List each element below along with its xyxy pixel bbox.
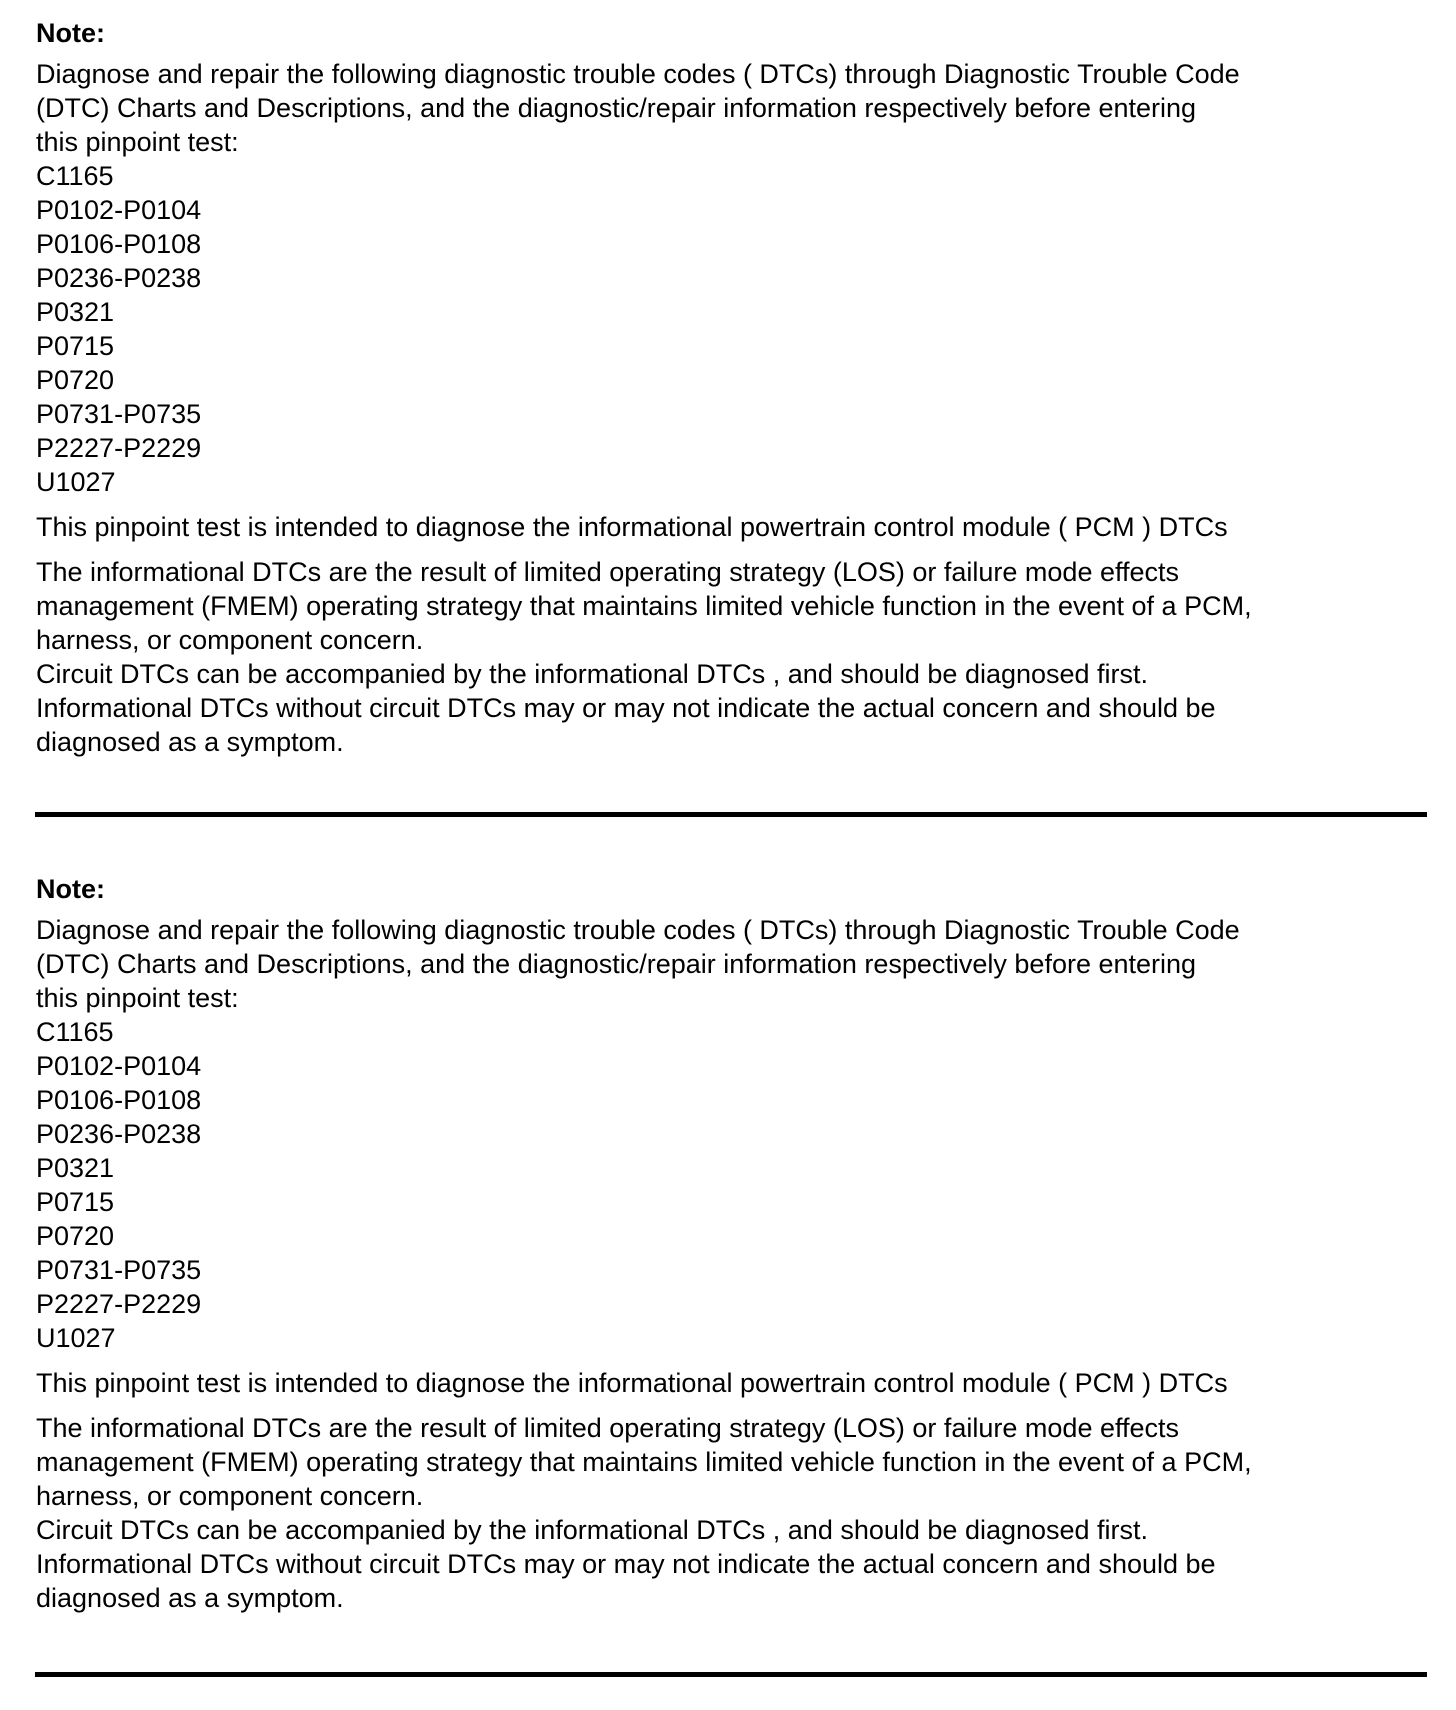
symptom-line: diagnosed as a symptom. (36, 727, 344, 757)
dtc-code: C1165 (36, 1017, 114, 1047)
dtc-code: P0236-P0238 (36, 263, 202, 293)
dtc-code: P0715 (36, 1187, 115, 1217)
dtc-code: P0715 (36, 331, 115, 361)
note-block-1 (36, 16, 1426, 759)
dtc-code: P0236-P0238 (36, 1119, 202, 1149)
intro-line: Diagnose and repair the following diagnostic trouble codes ( DTCs) through Diagnostic Trouble Code (36, 59, 1240, 89)
dtc-code: U1027 (36, 1323, 116, 1353)
dtc-code: P2227-P2229 (36, 433, 202, 463)
dtc-code: U1027 (36, 467, 116, 497)
explanation-line: harness, or component concern. (36, 625, 424, 655)
note-title: Note: (36, 18, 105, 48)
dtc-code-list (36, 1015, 1426, 1355)
dtc-code: P0731-P0735 (36, 399, 202, 429)
divider-rule (35, 1672, 1427, 1677)
dtc-code: P0106-P0108 (36, 229, 202, 259)
dtc-code: P0106-P0108 (36, 1085, 202, 1115)
intro-line: this pinpoint test: (36, 983, 239, 1013)
intro-line: (DTC) Charts and Descriptions, and the diagnostic/repair information respectively before entering (36, 949, 1197, 979)
explanation-line: management (FMEM) operating strategy that maintains limited vehicle function in the event of a PCM, (36, 591, 1252, 621)
dtc-code: P2227-P2229 (36, 1289, 202, 1319)
dtc-code: P0731-P0735 (36, 1255, 202, 1285)
intro-line: (DTC) Charts and Descriptions, and the diagnostic/repair information respectively before entering (36, 93, 1197, 123)
dtc-code: P0720 (36, 365, 115, 395)
circuit-note: Circuit DTCs can be accompanied by the informational DTCs , and should be diagnosed first. (36, 1515, 1149, 1545)
purpose-text: This pinpoint test is intended to diagnose the informational powertrain control module ( PCM ) DTCs (36, 512, 1228, 542)
symptom-line: Informational DTCs without circuit DTCs may or may not indicate the actual concern and should be (36, 693, 1216, 723)
dtc-code: C1165 (36, 161, 114, 191)
purpose-text: This pinpoint test is intended to diagnose the informational powertrain control module ( PCM ) DTCs (36, 1368, 1228, 1398)
dtc-code-list (36, 159, 1426, 499)
dtc-code: P0321 (36, 297, 115, 327)
dtc-code: P0321 (36, 1153, 115, 1183)
note-title: Note: (36, 874, 105, 904)
explanation-line: The informational DTCs are the result of limited operating strategy (LOS) or failure mode effects (36, 557, 1180, 587)
intro-line: Diagnose and repair the following diagnostic trouble codes ( DTCs) through Diagnostic Trouble Code (36, 915, 1240, 945)
symptom-line: Informational DTCs without circuit DTCs may or may not indicate the actual concern and should be (36, 1549, 1216, 1579)
divider-rule (35, 812, 1427, 817)
explanation-line: The informational DTCs are the result of limited operating strategy (LOS) or failure mode effects (36, 1413, 1180, 1443)
symptom-line: diagnosed as a symptom. (36, 1583, 344, 1613)
explanation-line: harness, or component concern. (36, 1481, 424, 1511)
dtc-code: P0102-P0104 (36, 1051, 202, 1081)
dtc-code: P0720 (36, 1221, 115, 1251)
note-block-2 (36, 872, 1426, 1615)
dtc-code: P0102-P0104 (36, 195, 202, 225)
explanation-line: management (FMEM) operating strategy that maintains limited vehicle function in the event of a PCM, (36, 1447, 1252, 1477)
circuit-note: Circuit DTCs can be accompanied by the informational DTCs , and should be diagnosed first. (36, 659, 1149, 689)
intro-line: this pinpoint test: (36, 127, 239, 157)
